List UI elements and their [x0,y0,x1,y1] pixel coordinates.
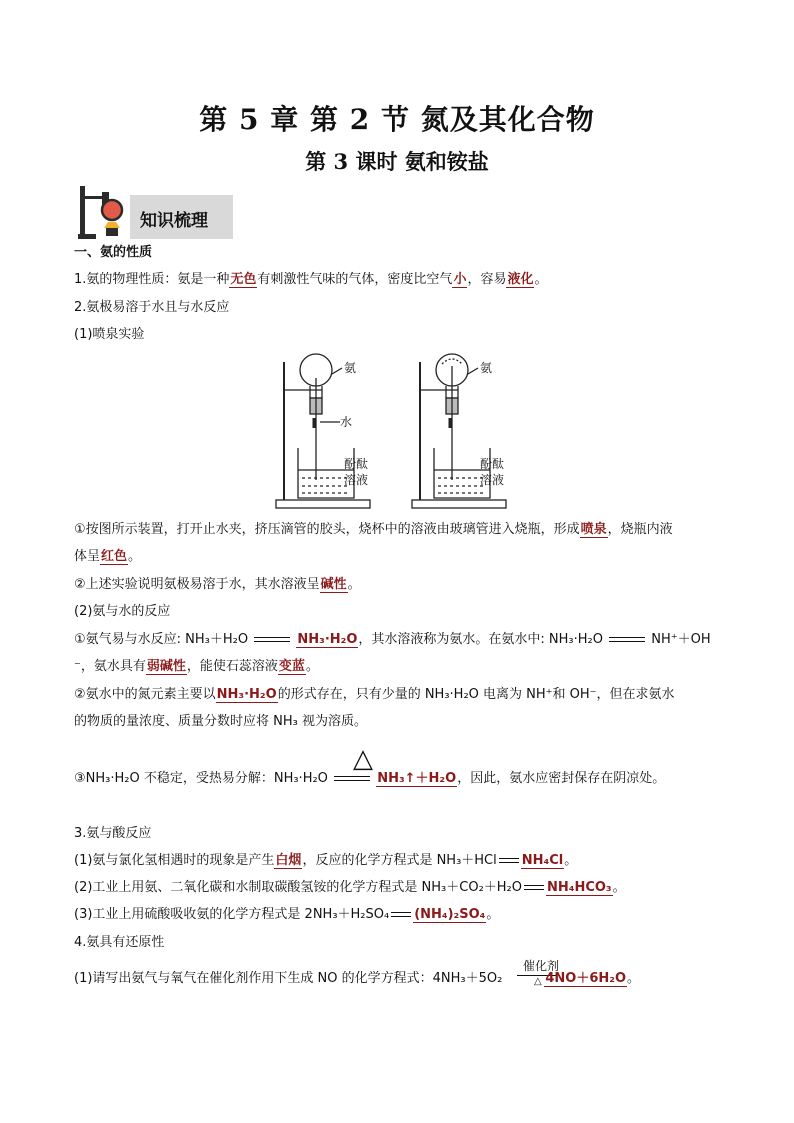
text: 。 [486,907,500,922]
text: (2)工业上用氨、二氧化碳和水制取碳酸氢铵的化学方程式是 NH₃＋CO₂＋H₂O [74,880,522,895]
fountain-desc-line-1 [74,521,673,539]
label-ammonia-right: 氨 [480,361,493,375]
answer-oxidation-products: 4NO＋6H₂O [545,971,626,986]
water-reaction-heading: (2)氨与水的反应 [74,604,171,619]
text: 。 [564,853,578,868]
catalyst-heat-symbol: △ [534,976,542,987]
answer-red: 红色 [101,549,128,564]
text: ①氨气易与水反应: NH₃＋H₂O [74,632,249,647]
nitrogen-form-line-1 [74,686,675,704]
reaction-sign [332,774,372,784]
text: 有刺激性气味的气体，密度比空气 [257,272,453,287]
heading-ammonia-properties: 一、氨的性质 [74,245,153,260]
text: 的形式存在，只有少量的 NH₃·H₂O 电离为 NH⁺和 OH⁻，但在求氨水 [277,687,675,702]
acid-reaction-heading: 3.氨与酸反应 [74,826,152,841]
oxidation-line [74,970,640,988]
answer-white-smoke: 白烟 [275,853,302,868]
label-ammonia-left: 氨 [344,361,357,375]
answer-decomposition-products: NH₃↑＋H₂O [377,771,457,786]
water-reaction-line-1 [74,631,711,649]
text: (3)工业上用硫酸吸收氨的化学方程式是 2NH₃＋H₂SO₄ [74,907,390,922]
text: 1.氨的物理性质：氨是一种 [74,272,230,287]
answer-ammonium-sulfate: (NH₄)₂SO₄ [414,907,486,922]
text: ，因此，氨水应密封保存在阴凉处。 [457,771,666,786]
lab-apparatus-icon [76,182,136,242]
label-phenol-right-2: 溶液 [480,473,505,487]
answer-liquefy: 液化 [507,272,534,287]
answer-ammonia-hydrate: NH₃·H₂O [297,632,358,647]
solubility-heading: 2.氨极易溶于水且与水反应 [74,300,230,315]
heat-symbol: △ [353,744,373,774]
text: ，反应的化学方程式是 NH₃＋HCl [302,853,497,868]
decomposition-line [74,770,665,788]
answer-lighter: 小 [453,272,467,287]
text: ⁻，氨水具有 [74,659,146,674]
answer-turn-blue: 变蓝 [278,659,305,674]
text: ②上述实验说明氨极易溶于水，其水溶液呈 [74,577,320,592]
fountain-heading: (1)喷泉实验 [74,327,145,342]
text: ，容易 [467,272,507,287]
text: 体呈 [74,549,101,564]
physical-properties-line [74,271,548,289]
reaction-sign [389,910,413,920]
acid-reaction-line-1 [74,852,577,870]
page-title: 第 5 章 第 2 节 氮及其化合物 [199,103,595,136]
section-badge-label: 知识梳理 [140,211,208,231]
reducing-heading: 4.氨具有还原性 [74,935,165,950]
answer-hydrate-form: NH₃·H₂O [216,687,277,702]
equilibrium-sign [252,635,292,645]
acid-reaction-line-3 [74,906,499,924]
equilibrium-sign [607,635,647,645]
text: 。 [347,577,361,592]
label-phenol-left-2: 溶液 [344,473,369,487]
text: 。 [627,971,641,986]
text: ①按图所示装置，打开止水夹，挤压滴管的胶头，烧杯中的溶液由玻璃管进入烧瓶，形成 [74,522,580,537]
text: ，其水溶液称为氨水。在氨水中: NH₃·H₂O [358,632,603,647]
text: ③NH₃·H₂O 不稳定，受热易分解：NH₃·H₂O [74,771,328,786]
text: NH⁺＋OH [651,632,711,647]
text: (1)请写出氨气与氧气在催化剂作用下生成 NO 的化学方程式：4NH₃＋5O₂ [74,971,503,986]
catalyst-label: 催化剂 [523,959,560,973]
answer-ammonium-bicarbonate: NH₄HCO₃ [547,880,612,895]
page-subtitle: 第 3 课时 氨和铵盐 [305,149,489,174]
water-reaction-line-2 [74,658,319,676]
nitrogen-form-line-2: 的物质的量浓度、质量分数时应将 NH₃ 视为溶质。 [74,714,367,729]
label-water: 水 [340,415,353,429]
label-phenol-right-1: 酚酞 [480,457,505,471]
answer-basic: 碱性 [320,577,347,592]
answer-ammonium-chloride: NH₄Cl [521,853,564,868]
text: 。 [534,272,548,287]
text: 。 [128,549,142,564]
answer-fountain: 喷泉 [580,522,607,537]
text: ，烧瓶内液 [607,522,673,537]
text: ，能使石蕊溶液 [186,659,278,674]
text: ②氨水中的氮元素主要以 [74,687,216,702]
text: 。 [612,880,626,895]
reaction-sign [497,856,521,866]
fountain-experiment-figure [270,352,530,512]
answer-colorless: 无色 [230,272,257,287]
acid-reaction-line-2 [74,879,626,897]
answer-weak-base: 弱碱性 [146,659,186,674]
reaction-sign [522,883,546,893]
label-phenol-left-1: 酚酞 [344,457,369,471]
section-badge [130,195,233,239]
fountain-desc-line-2 [74,548,141,566]
text: 。 [305,659,319,674]
fountain-conclusion [74,576,361,594]
text: (1)氨与氯化氢相遇时的现象是产生 [74,853,275,868]
section-header [76,182,236,242]
